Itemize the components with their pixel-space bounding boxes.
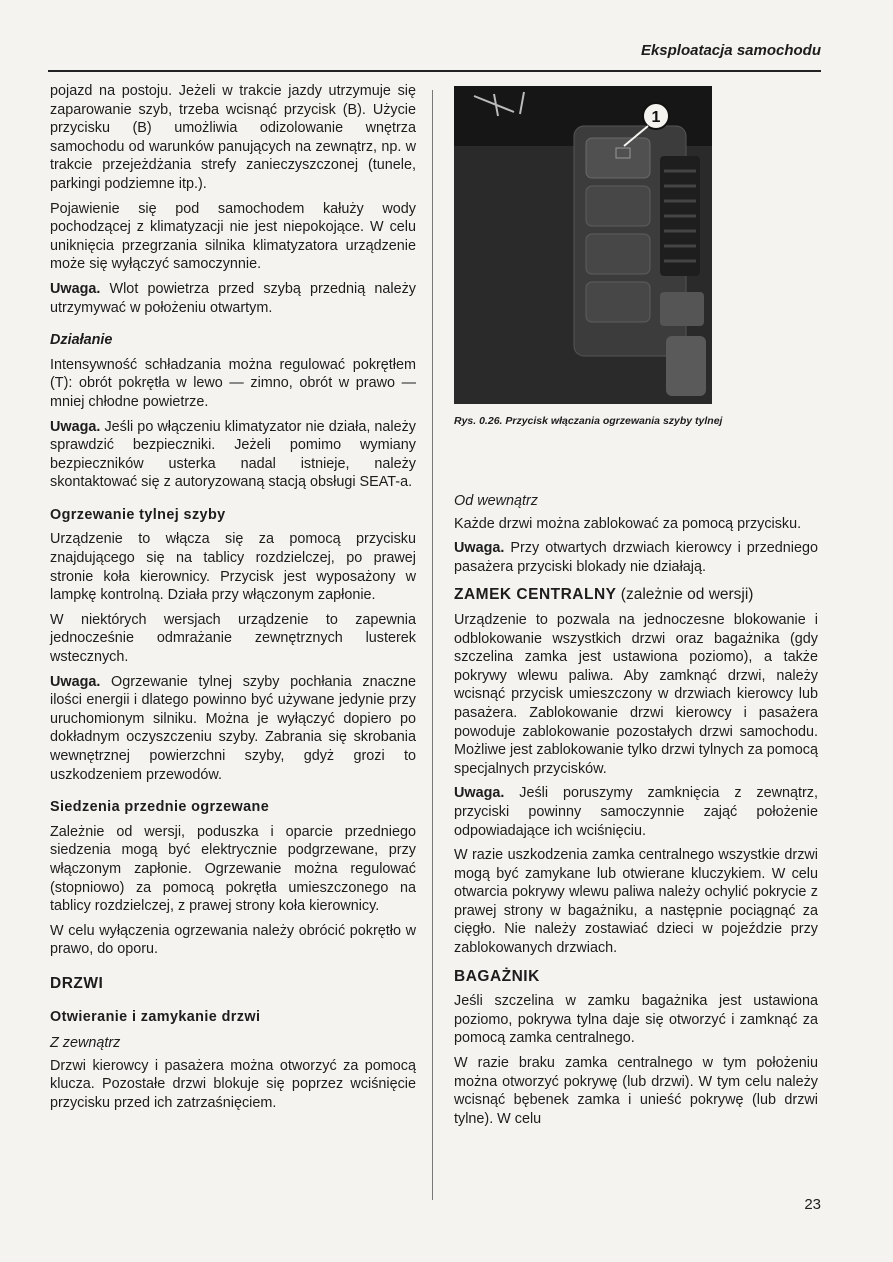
switch-button — [586, 234, 650, 274]
note — [454, 539, 818, 576]
paragraph: Jeśli szczelina w zamku bagażnika jest ustawiona poziomo, pokrywa tylna daje się otworzyć i zamknąć za pomocą zamka centralnego. — [454, 993, 818, 1047]
paragraph: Drzwi kierowcy i pasażera można otworzyć za pomocą klucza. Pozostałe drzwi blokuje się poprzez wciśnięcie przycisku przed ich zatrzaśnięciem. — [50, 1057, 416, 1111]
chapter-heading: DRZWI — [50, 974, 104, 992]
note-text: Jeśli po włączeniu klimatyzator nie działa, należy sprawdzić bezpieczniki. Jeżeli pomimo wymiany bezpieczników usterka nadal istnieje, należy skontaktować się z autoryzowaną stacją obsługi SEAT-a. — [50, 418, 416, 491]
paragraph: W celu wyłączenia ogrzewania należy obrócić pokrętło w prawo, do oporu. — [50, 922, 416, 958]
paragraph: W razie braku zamka centralnego w tym położeniu można otworzyć pokrywę (lub drzwi). W tym celu należy wcisnąć bębenek zamka i unieść pokrywę (lub drzwi tylne). W celu — [454, 1055, 818, 1127]
note-label: Uwaga. — [50, 673, 101, 690]
figure-caption: Rys. 0.26. Przycisk włączania ogrzewania szyby tylnej — [454, 415, 723, 427]
right-column — [454, 492, 818, 1134]
switch-button — [586, 186, 650, 226]
paragraph: Intensywność schładzania można regulować pokrętłem (T): obrót pokrętła w lewo — zimno, obrót w prawo — mniej chłodne powietrze. — [50, 356, 416, 410]
note — [50, 673, 416, 785]
note-text: Wlot powietrza przed szybą przednią należy utrzymywać w położeniu otwartym. — [50, 280, 416, 316]
control-knob — [660, 292, 704, 326]
note — [454, 784, 818, 840]
note — [50, 280, 416, 317]
left-column — [50, 82, 416, 1119]
figure-photo — [454, 86, 712, 404]
dashboard-photo — [454, 86, 712, 404]
page-number: 23 — [804, 1196, 821, 1213]
section-heading: Otwieranie i zamykanie drzwi — [50, 1008, 261, 1025]
paragraph: W razie uszkodzenia zamka centralnego wszystkie drzwi mogą być zamykane lub otwierane kluczykiem. W celu otwarcia pokrywy wlewu paliwa należy ochylić pokrycie z prawej strony w bagażniku, a następnie pociągnąć za cięgło. Nie należy zostawiać dzieci w pojeździe przy zablokowanych drzwiach. — [454, 847, 818, 957]
callout-number: 1 — [651, 109, 661, 126]
note-label: Uwaga. — [454, 540, 505, 557]
note-text: Przy otwartych drzwiach kierowcy i przedniego pasażera przyciski blokady nie działają. — [454, 540, 818, 575]
subheading: Z zewnątrz — [50, 1035, 121, 1052]
note-label: Uwaga. — [50, 280, 101, 297]
subheading: Od wewnątrz — [454, 493, 538, 509]
paragraph: Urządzenie to włącza się za pomocą przycisku znajdującego się na tablicy rozdzielczej, po prawej stronie koła kierownicy. Przycisk jest wyposażony w lampkę kontrolną. Działa przy włączonym zapłonie. — [50, 531, 416, 604]
paragraph: Zależnie od wersji, poduszka i oparcie przedniego siedzenia mogą być elektrycznie podgrzewane, przy włączonym zapłonie. Ogrzewanie można regulować (stopniowo) za pomocą pokrętła umieszczonego na tablicy rozdzielczej, z prawej strony koła kierownicy. — [50, 823, 416, 915]
paragraph: Pojawienie się pod samochodem kałuży wody pochodzącej z klimatyzacji nie jest niepokojące. W celu uniknięcia przegrzania silnika klimatyzatora urządzenie może się wyłączyć samoczynnie. — [50, 200, 416, 273]
vent-slats — [664, 171, 696, 261]
chapter-heading-text: ZAMEK CENTRALNY — [454, 586, 617, 604]
note-label: Uwaga. — [50, 418, 101, 435]
paragraph: Urządzenie to pozwala na jednoczesne blokowanie i odblokowanie wszystkich drzwi oraz bagażnika (gdy szczelina zamka jest ustawiona poziomo), a także pokrywy wlewu paliwa. Aby zamknąć drzwi, należy wcisnąć przycisk umieszczony w drzwiach kierowcy lub pasażera. Zablokowanie drzwi kierowcy i pasażera powoduje zablokowanie pozostałych drzwi samochodu. Możliwe jest zablokowanie tylko drzwi tylnych za pomocą specjalnych przycisków. — [454, 611, 818, 777]
section-heading: Siedzenia przednie ogrzewane — [50, 799, 270, 816]
running-header: Eksploatacja samochodu — [640, 42, 821, 59]
paragraph: W niektórych wersjach urządzenie to zapewnia jednocześnie odmrażanie zewnętrznych lusterek wstecznych. — [50, 611, 416, 666]
paragraph: pojazd na postoju. Jeżeli w trakcie jazdy utrzymuje się zaparowanie szyb, trzeba wcisnąć przycisk (B). Użycie przycisku (B) umożliwia odizolowanie wnętrza samochodu od warunków panujących na zewnątrz, np. w trakcie przejeżdżania strefy zanieczyszczonej (tunele, parkingi podziemne itp.). — [50, 83, 416, 192]
chapter-heading — [454, 586, 818, 605]
column-divider — [432, 90, 433, 1200]
note — [50, 418, 416, 492]
note-text: Ogrzewanie tylnej szyby pochłania znaczne ilości energii i dlatego powinno być używane jedynie przy uruchomionym silniku. Można je wyłączyć dopiero po dokładnym oczyszczeniu szyby. Zabrania się skrobania wewnętrznej powierzchni szyby, gdyż grozi to uszkodzeniem przewodów. — [50, 673, 416, 783]
paragraph: Każde drzwi można zablokować za pomocą przycisku. — [454, 515, 802, 532]
header-rule — [48, 70, 821, 72]
note-label: Uwaga. — [454, 785, 505, 802]
switch-button — [586, 282, 650, 322]
chapter-heading-suffix: (zależnie od wersji) — [616, 586, 754, 604]
section-heading: Działanie — [50, 332, 113, 349]
section-heading: Ogrzewanie tylnej szyby — [50, 506, 226, 523]
note-text: Jeśli poruszymy zamknięcia z zewnątrz, przyciski powinny samoczynnie zająć położenie odpowiadające ich wciśnięciu. — [454, 785, 818, 839]
chapter-heading: BAGAŻNIK — [454, 967, 540, 985]
lower-control — [666, 336, 706, 396]
